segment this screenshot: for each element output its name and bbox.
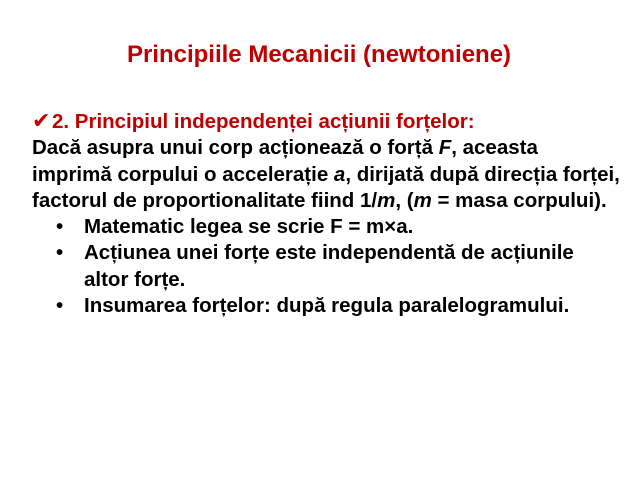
bullet-dot-icon: •: [56, 294, 64, 318]
principle-heading: [32, 108, 622, 135]
checkmark-icon: ✔: [32, 108, 51, 133]
acceleration-symbol: a: [333, 162, 346, 186]
paragraph-text-3: , dirijată după direcția forței, factorul de proportionalitate fiind 1/: [32, 162, 620, 212]
bullet-text: Matematic legea se scrie F = m×a.: [84, 215, 414, 239]
paragraph-text-2: , aceasta imprimă corpului o accelerație: [32, 136, 538, 186]
bullet-text: Insumarea forțelor: după regula paralelogramului.: [84, 294, 570, 318]
bullet-item: [32, 214, 622, 240]
bullet-item: [32, 240, 622, 293]
paragraph-text-1: Dacă asupra unui corp acționează o forță: [32, 136, 439, 160]
mass-symbol-2: m: [413, 188, 432, 212]
bullet-item: [32, 293, 622, 319]
slide-title: Principiile Mecanicii (newtoniene): [126, 41, 512, 68]
bullet-dot-icon: •: [56, 215, 64, 239]
bullet-dot-icon: •: [56, 241, 64, 265]
force-symbol: F: [438, 136, 452, 160]
principle-heading-text: 2. Principiul independenței acțiunii forțelor:: [52, 110, 475, 133]
bullet-text: Acțiunea unei forțe este independentă de acțiunile altor forțe.: [84, 241, 574, 291]
slide-content: [32, 108, 622, 319]
mass-symbol: m: [377, 188, 396, 212]
principle-paragraph: [32, 135, 622, 214]
paragraph-text-5: = masa corpului).: [431, 188, 607, 212]
bullet-list: [32, 214, 622, 319]
paragraph-text-4: , (: [395, 188, 414, 212]
